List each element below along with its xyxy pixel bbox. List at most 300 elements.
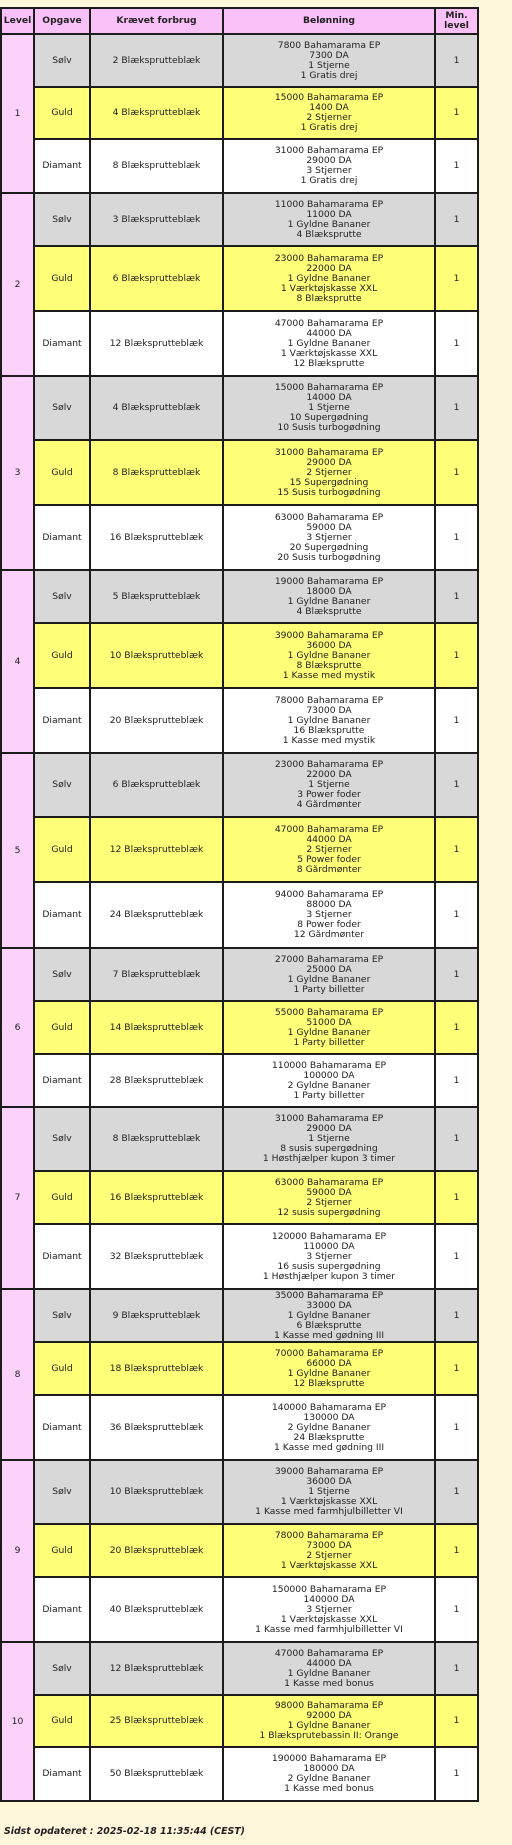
reward-line: 39000 Bahamarama EP: [274, 1467, 384, 1477]
table-row: [1, 1747, 478, 1801]
reward-line: 16 susis supergødning: [277, 1261, 381, 1272]
reward-line: 31000 Bahamarama EP: [274, 146, 384, 156]
reward-line: 110000 Bahamarama EP: [271, 1060, 387, 1071]
reward-line: 1 Gyldne Bananer: [287, 974, 371, 985]
reward-line: 78000 Bahamarama EP: [274, 695, 384, 706]
min-level-cell: 1: [435, 1171, 478, 1224]
reward-line: 39000 Bahamarama EP: [274, 630, 384, 641]
reward-line: 70000 Bahamarama EP: [274, 1348, 384, 1359]
reward-cell: [223, 817, 435, 882]
reward-line: 1400 DA: [309, 103, 349, 113]
table-row: [1, 1395, 478, 1460]
opgave-cell: Sølv: [34, 1642, 90, 1695]
reward-line: 12 susis supergødning: [277, 1207, 381, 1218]
reward-line: 2 Gyldne Bananer: [287, 1422, 371, 1433]
reward-cell: [223, 139, 435, 193]
reward-line: 12 Blæksprutte: [293, 1378, 365, 1389]
min-level-cell: 1: [435, 688, 478, 753]
opgave-cell: Guld: [34, 1342, 90, 1395]
reward-line: 1 Gyldne Bananer: [287, 338, 371, 349]
min-level-cell: 1: [435, 1342, 478, 1395]
reward-line: 10 Supergødning: [289, 413, 369, 423]
reward-line: 3 Power foder: [297, 790, 361, 800]
reward-line: 98000 Bahamarama EP: [274, 1701, 384, 1711]
opgave-cell: Sølv: [34, 1107, 90, 1171]
reward-line: 1 Gratis drej: [300, 70, 358, 81]
opgave-cell: Diamant: [34, 139, 90, 193]
forbrug-cell: 50 Blæksprutteblæk: [90, 1747, 223, 1801]
table-row: [1, 623, 478, 688]
min-level-cell: 1: [435, 1460, 478, 1524]
reward-line: 1 Stjerne: [308, 60, 350, 71]
opgave-cell: Diamant: [34, 1747, 90, 1801]
opgave-cell: Sølv: [34, 1289, 90, 1342]
reward-line: 23000 Bahamarama EP: [274, 253, 384, 264]
reward-cell: [223, 948, 435, 1001]
min-level-cell: 1: [435, 1747, 478, 1801]
reward-line: 6 Blæksprutte: [296, 1320, 362, 1331]
min-level-cell: 1: [435, 1642, 478, 1695]
level-cell: 7: [1, 1107, 34, 1289]
reward-cell: [223, 1224, 435, 1289]
reward-line: 15 Supergødning: [289, 477, 369, 488]
min-level-cell: 1: [435, 1054, 478, 1107]
reward-line: 47000 Bahamarama EP: [274, 1648, 384, 1659]
reward-cell: [223, 688, 435, 753]
reward-line: 3 Stjerner: [306, 532, 352, 543]
header-min-level: Min. level: [435, 8, 478, 34]
reward-line: 7300 DA: [309, 50, 349, 61]
reward-line: 1 Gyldne Bananer: [287, 1027, 371, 1038]
reward-line: 55000 Bahamarama EP: [274, 1007, 384, 1018]
reward-line: 8 Power foder: [297, 920, 361, 930]
reward-line: 8 Blæksprutte: [296, 293, 362, 304]
min-level-cell: 1: [435, 623, 478, 688]
table-row: [1, 311, 478, 376]
min-level-cell: 1: [435, 1289, 478, 1342]
header-level: Level: [1, 8, 34, 34]
reward-line: 1 Gyldne Bananer: [287, 1668, 371, 1679]
reward-line: 1 Værktøjskasse XXL: [280, 283, 378, 294]
table-row: [1, 1171, 478, 1224]
reward-line: 88000 DA: [306, 900, 352, 910]
reward-cell: [223, 1460, 435, 1524]
table-row: [1, 570, 478, 623]
level-cell: 3: [1, 376, 34, 570]
reward-line: 15 Susis turbogødning: [277, 487, 381, 498]
reward-line: 16 Blæksprutte: [293, 725, 365, 736]
table-row: [1, 1695, 478, 1747]
header-belonning: Belønning: [223, 8, 435, 34]
table-row: [1, 87, 478, 139]
table-row: [1, 440, 478, 505]
forbrug-cell: 10 Blæksprutteblæk: [90, 1460, 223, 1524]
opgave-cell: Sølv: [34, 376, 90, 440]
reward-line: 15000 Bahamarama EP: [274, 383, 384, 393]
reward-cell: [223, 753, 435, 817]
reward-cell: [223, 34, 435, 87]
reward-line: 47000 Bahamarama EP: [274, 318, 384, 329]
reward-line: 73000 DA: [306, 705, 352, 716]
reward-cell: [223, 570, 435, 623]
reward-line: 23000 Bahamarama EP: [274, 760, 384, 770]
reward-line: 33000 DA: [306, 1300, 352, 1311]
forbrug-cell: 16 Blæksprutteblæk: [90, 505, 223, 570]
reward-line: 7800 Bahamarama EP: [277, 40, 381, 51]
reward-line: 29000 DA: [306, 1124, 352, 1134]
reward-line: 12 Blæksprutte: [293, 358, 365, 369]
reward-line: 2 Gyldne Bananer: [287, 1080, 371, 1091]
min-level-cell: 1: [435, 1001, 478, 1054]
forbrug-cell: 3 Blæksprutteblæk: [90, 193, 223, 246]
min-level-cell: 1: [435, 139, 478, 193]
table-row: [1, 1577, 478, 1642]
reward-line: 1 Kasse med bonus: [284, 1784, 374, 1794]
reward-line: 1 Værktøjskasse XXL: [280, 1614, 378, 1625]
reward-line: 20 Supergødning: [289, 542, 369, 553]
reward-cell: [223, 376, 435, 440]
header-forbrug: Krævet forbrug: [90, 8, 223, 34]
last-updated: Sidst opdateret : 2025-02-18 11:35:44 (CEST): [4, 1826, 245, 1837]
forbrug-cell: 24 Blæksprutteblæk: [90, 882, 223, 948]
min-level-cell: 1: [435, 1577, 478, 1642]
reward-line: 140000 Bahamarama EP: [271, 1402, 387, 1413]
reward-line: 59000 DA: [306, 1187, 352, 1198]
reward-cell: [223, 1395, 435, 1460]
min-level-cell: 1: [435, 193, 478, 246]
min-level-cell: 1: [435, 34, 478, 87]
forbrug-cell: 40 Blæksprutteblæk: [90, 1577, 223, 1642]
reward-line: 11000 Bahamarama EP: [274, 199, 384, 210]
table-row: [1, 1224, 478, 1289]
opgave-cell: Diamant: [34, 311, 90, 376]
reward-line: 4 Gårdmønter: [296, 800, 362, 810]
reward-line: 35000 Bahamarama EP: [274, 1290, 384, 1301]
reward-line: 1 Kasse med mystik: [282, 735, 376, 746]
reward-line: 1 Stjerne: [308, 780, 350, 790]
min-level-cell: 1: [435, 311, 478, 376]
table-row: [1, 246, 478, 311]
level-cell: 4: [1, 570, 34, 753]
reward-line: 11000 DA: [306, 209, 352, 220]
reward-line: 63000 Bahamarama EP: [274, 512, 384, 523]
reward-line: 3 Stjerner: [306, 166, 352, 176]
reward-line: 1 Kasse med bonus: [284, 1678, 374, 1689]
reward-line: 1 Værktøjskasse XXL: [280, 1497, 378, 1507]
reward-line: 59000 DA: [306, 522, 352, 533]
reward-line: 1 Stjerne: [308, 403, 350, 413]
forbrug-cell: 36 Blæksprutteblæk: [90, 1395, 223, 1460]
min-level-cell: 1: [435, 570, 478, 623]
forbrug-cell: 20 Blæksprutteblæk: [90, 688, 223, 753]
reward-line: 3 Stjerner: [306, 1604, 352, 1615]
reward-line: 4 Blæksprutte: [296, 606, 362, 617]
forbrug-cell: 16 Blæksprutteblæk: [90, 1171, 223, 1224]
reward-line: 3 Stjerner: [306, 1251, 352, 1262]
reward-cell: [223, 1642, 435, 1695]
reward-line: 1 Stjerne: [308, 1487, 350, 1497]
min-level-cell: 1: [435, 1107, 478, 1171]
opgave-cell: Sølv: [34, 753, 90, 817]
min-level-cell: 1: [435, 753, 478, 817]
reward-line: 1 Party billetter: [293, 984, 365, 995]
reward-cell: [223, 193, 435, 246]
opgave-cell: Guld: [34, 246, 90, 311]
reward-line: 1 Gyldne Bananer: [287, 1368, 371, 1379]
reward-line: 2 Stjerner: [306, 844, 352, 855]
reward-cell: [223, 1289, 435, 1342]
reward-line: 44000 DA: [306, 328, 352, 339]
min-level-cell: 1: [435, 817, 478, 882]
table-row: [1, 1107, 478, 1171]
opgave-cell: Guld: [34, 1171, 90, 1224]
reward-line: 25000 DA: [306, 964, 352, 975]
reward-line: 1 Gratis drej: [300, 176, 358, 186]
table-row: [1, 688, 478, 753]
opgave-cell: Guld: [34, 1524, 90, 1577]
reward-cell: [223, 1001, 435, 1054]
reward-line: 180000 DA: [303, 1764, 355, 1774]
table-row: [1, 1524, 478, 1577]
forbrug-cell: 6 Blæksprutteblæk: [90, 246, 223, 311]
level-cell: 10: [1, 1642, 34, 1801]
reward-cell: [223, 1747, 435, 1801]
reward-cell: [223, 440, 435, 505]
reward-line: 2 Stjerner: [306, 1550, 352, 1561]
reward-cell: [223, 1524, 435, 1577]
reward-line: 8 Gårdmønter: [296, 864, 362, 875]
forbrug-cell: 18 Blæksprutteblæk: [90, 1342, 223, 1395]
opgave-cell: Diamant: [34, 505, 90, 570]
forbrug-cell: 5 Blæksprutteblæk: [90, 570, 223, 623]
reward-line: 1 Kasse med gødning III: [273, 1330, 385, 1341]
level-cell: 6: [1, 948, 34, 1107]
min-level-cell: 1: [435, 1524, 478, 1577]
reward-line: 22000 DA: [306, 770, 352, 780]
forbrug-cell: 28 Blæksprutteblæk: [90, 1054, 223, 1107]
reward-line: 120000 Bahamarama EP: [271, 1231, 387, 1242]
reward-line: 44000 DA: [306, 834, 352, 845]
min-level-cell: 1: [435, 505, 478, 570]
reward-cell: [223, 246, 435, 311]
reward-line: 1 Gyldne Bananer: [287, 1721, 371, 1731]
reward-line: 2 Stjerner: [306, 467, 352, 478]
reward-line: 8 Blæksprutte: [296, 660, 362, 671]
reward-cell: [223, 1171, 435, 1224]
reward-line: 18000 DA: [306, 586, 352, 597]
reward-line: 1 Gyldne Bananer: [287, 596, 371, 607]
opgave-cell: Sølv: [34, 193, 90, 246]
reward-line: 36000 DA: [306, 640, 352, 651]
rewards-table: [0, 7, 479, 1802]
reward-line: 10 Susis turbogødning: [277, 423, 381, 433]
reward-line: 1 Kasse med gødning III: [273, 1442, 385, 1453]
min-level-cell: 1: [435, 376, 478, 440]
forbrug-cell: 2 Blæksprutteblæk: [90, 34, 223, 87]
reward-line: 63000 Bahamarama EP: [274, 1177, 384, 1188]
opgave-cell: Guld: [34, 623, 90, 688]
min-level-cell: 1: [435, 948, 478, 1001]
level-cell: 1: [1, 34, 34, 193]
forbrug-cell: 8 Blæksprutteblæk: [90, 440, 223, 505]
reward-line: 5 Power foder: [297, 854, 361, 865]
reward-line: 1 Party billetter: [293, 1090, 365, 1101]
reward-cell: [223, 623, 435, 688]
reward-line: 140000 DA: [303, 1594, 355, 1605]
reward-line: 1 Gyldne Bananer: [287, 273, 371, 284]
forbrug-cell: 32 Blæksprutteblæk: [90, 1224, 223, 1289]
reward-cell: [223, 87, 435, 139]
level-cell: 8: [1, 1289, 34, 1460]
reward-line: 110000 DA: [303, 1241, 355, 1252]
forbrug-cell: 4 Blæksprutteblæk: [90, 376, 223, 440]
opgave-cell: Guld: [34, 1695, 90, 1747]
table-row: [1, 1054, 478, 1107]
reward-line: 22000 DA: [306, 263, 352, 274]
reward-line: 66000 DA: [306, 1358, 352, 1369]
min-level-cell: 1: [435, 87, 478, 139]
reward-cell: [223, 1107, 435, 1171]
opgave-cell: Sølv: [34, 1460, 90, 1524]
forbrug-cell: 12 Blæksprutteblæk: [90, 311, 223, 376]
opgave-cell: Diamant: [34, 688, 90, 753]
reward-line: 27000 Bahamarama EP: [274, 954, 384, 965]
reward-line: 1 Kasse med farmhjulbilletter VI: [255, 1624, 403, 1635]
level-cell: 2: [1, 193, 34, 376]
opgave-cell: Sølv: [34, 34, 90, 87]
min-level-cell: 1: [435, 1695, 478, 1747]
opgave-cell: Sølv: [34, 948, 90, 1001]
reward-line: 150000 Bahamarama EP: [271, 1584, 387, 1595]
reward-line: 1 Høsthjælper kupon 3 timer: [262, 1154, 396, 1164]
opgave-cell: Guld: [34, 817, 90, 882]
reward-line: 4 Blæksprutte: [296, 229, 362, 240]
opgave-cell: Diamant: [34, 1395, 90, 1460]
forbrug-cell: 6 Blæksprutteblæk: [90, 753, 223, 817]
table-row: [1, 193, 478, 246]
forbrug-cell: 10 Blæksprutteblæk: [90, 623, 223, 688]
min-level-cell: 1: [435, 246, 478, 311]
opgave-cell: Guld: [34, 87, 90, 139]
reward-cell: [223, 1577, 435, 1642]
reward-line: 2 Stjerner: [306, 113, 352, 123]
table-row: [1, 948, 478, 1001]
reward-cell: [223, 882, 435, 948]
table-row: [1, 1289, 478, 1342]
reward-line: 1 Blæksprutebassin II: Orange: [259, 1731, 399, 1741]
reward-line: 1 Værktøjskasse XXL: [280, 348, 378, 359]
reward-line: 1 Kasse med farmhjulbilletter VI: [255, 1507, 403, 1517]
forbrug-cell: 9 Blæksprutteblæk: [90, 1289, 223, 1342]
min-level-cell: 1: [435, 440, 478, 505]
reward-cell: [223, 1054, 435, 1107]
level-cell: 9: [1, 1460, 34, 1642]
min-level-cell: 1: [435, 1224, 478, 1289]
forbrug-cell: 7 Blæksprutteblæk: [90, 948, 223, 1001]
forbrug-cell: 8 Blæksprutteblæk: [90, 139, 223, 193]
reward-line: 190000 Bahamarama EP: [271, 1754, 387, 1764]
opgave-cell: Diamant: [34, 1577, 90, 1642]
reward-line: 29000 DA: [306, 457, 352, 468]
reward-cell: [223, 505, 435, 570]
forbrug-cell: 8 Blæksprutteblæk: [90, 1107, 223, 1171]
min-level-cell: 1: [435, 1395, 478, 1460]
header-opgave: Opgave: [34, 8, 90, 34]
forbrug-cell: 12 Blæksprutteblæk: [90, 1642, 223, 1695]
reward-line: 47000 Bahamarama EP: [274, 824, 384, 835]
reward-line: 100000 DA: [303, 1070, 355, 1081]
reward-line: 36000 DA: [306, 1477, 352, 1487]
reward-line: 1 Gratis drej: [300, 123, 358, 133]
forbrug-cell: 14 Blæksprutteblæk: [90, 1001, 223, 1054]
table-row: [1, 1460, 478, 1524]
reward-line: 2 Stjerner: [306, 1197, 352, 1208]
forbrug-cell: 4 Blæksprutteblæk: [90, 87, 223, 139]
reward-line: 1 Værktøjskasse XXL: [280, 1560, 378, 1571]
reward-line: 94000 Bahamarama EP: [274, 890, 384, 900]
opgave-cell: Diamant: [34, 1224, 90, 1289]
reward-line: 92000 DA: [306, 1711, 352, 1721]
reward-line: 1 Party billetter: [293, 1037, 365, 1048]
reward-line: 19000 Bahamarama EP: [274, 576, 384, 587]
reward-line: 31000 Bahamarama EP: [274, 447, 384, 458]
min-level-cell: 1: [435, 882, 478, 948]
reward-line: 1 Gyldne Bananer: [287, 1310, 371, 1321]
reward-line: 1 Gyldne Bananer: [287, 715, 371, 726]
forbrug-cell: 25 Blæksprutteblæk: [90, 1695, 223, 1747]
opgave-cell: Guld: [34, 1001, 90, 1054]
reward-line: 29000 DA: [306, 156, 352, 166]
table-row: [1, 505, 478, 570]
reward-line: 78000 Bahamarama EP: [274, 1530, 384, 1541]
table-row: [1, 139, 478, 193]
reward-line: 73000 DA: [306, 1540, 352, 1551]
table-row: [1, 817, 478, 882]
reward-line: 31000 Bahamarama EP: [274, 1114, 384, 1124]
reward-line: 14000 DA: [306, 393, 352, 403]
table-row: [1, 376, 478, 440]
reward-line: 1 Høsthjælper kupon 3 timer: [262, 1271, 396, 1282]
table-row: [1, 1001, 478, 1054]
forbrug-cell: 20 Blæksprutteblæk: [90, 1524, 223, 1577]
reward-cell: [223, 1342, 435, 1395]
table-row: [1, 1342, 478, 1395]
table-body: [1, 34, 478, 1801]
reward-line: 24 Blæksprutte: [293, 1432, 365, 1443]
table-header-row: [1, 8, 478, 34]
reward-line: 1 Kasse med mystik: [282, 670, 376, 681]
opgave-cell: Guld: [34, 440, 90, 505]
forbrug-cell: 12 Blæksprutteblæk: [90, 817, 223, 882]
table-row: [1, 753, 478, 817]
table-row: [1, 34, 478, 87]
reward-line: 130000 DA: [303, 1412, 355, 1423]
table-row: [1, 882, 478, 948]
reward-line: 44000 DA: [306, 1658, 352, 1669]
reward-line: 51000 DA: [306, 1017, 352, 1028]
reward-line: 15000 Bahamarama EP: [274, 93, 384, 103]
reward-line: 20 Susis turbogødning: [277, 552, 381, 563]
reward-line: 3 Stjerner: [306, 910, 352, 920]
reward-line: 1 Gyldne Bananer: [287, 650, 371, 661]
opgave-cell: Sølv: [34, 570, 90, 623]
level-cell: 5: [1, 753, 34, 948]
reward-line: 12 Gårdmønter: [293, 930, 365, 940]
opgave-cell: Diamant: [34, 1054, 90, 1107]
reward-line: 1 Gyldne Bananer: [287, 219, 371, 230]
reward-line: 1 Stjerne: [308, 1134, 350, 1144]
reward-line: 2 Gyldne Bananer: [287, 1774, 371, 1784]
